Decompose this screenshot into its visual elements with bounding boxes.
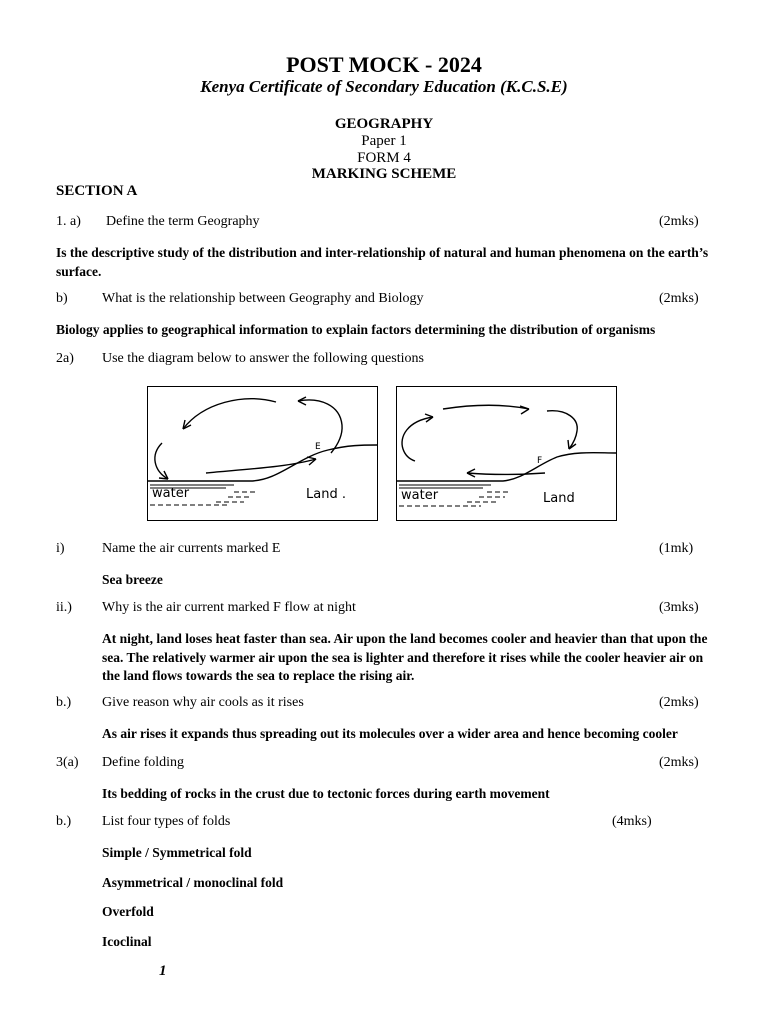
question-number-1a: 1. a) (56, 214, 81, 229)
question-marks-1a: (2mks) (659, 214, 699, 229)
section-heading: SECTION A (56, 183, 138, 199)
question-number-2b: b.) (56, 695, 72, 710)
question-number-3b: b.) (56, 814, 72, 829)
document-subtitle: Kenya Certificate of Secondary Education (K.C.S.E) (200, 77, 568, 96)
question-text-2ii: Why is the air current marked F flow at night (102, 600, 356, 615)
question-text-3a: Define folding (102, 755, 185, 770)
fold-type-item: Icoclinal (102, 934, 152, 949)
marking-scheme-heading: MARKING SCHEME (311, 166, 457, 182)
question-text-1a: Define the term Geography (106, 214, 260, 229)
answer-3a: Its bedding of rocks in the crust due to tectonic forces during earth movement (102, 786, 550, 801)
water-label-left: water (152, 486, 190, 501)
question-number-2a: 2a) (56, 351, 74, 366)
land-breeze-drawing (397, 387, 616, 520)
document-title: POST MOCK - 2024 (286, 52, 482, 77)
sea-breeze-drawing (148, 387, 377, 520)
question-number-1b: b) (56, 291, 68, 306)
question-marks-2ii: (3mks) (659, 600, 699, 615)
question-text-3b: List four types of folds (102, 814, 231, 829)
fold-type-item: Asymmetrical / monoclinal fold (102, 875, 284, 890)
land-breeze-diagram (396, 386, 617, 521)
sea-breeze-diagram (147, 386, 378, 521)
answer-2b: As air rises it expands thus spreading out its molecules over a wider area and hence becoming cooler (102, 726, 678, 741)
answer-2ii: At night, land loses heat faster than sea. Air upon the land becomes cooler and heavier than that upon the sea. The relatively warmer air upon the sea is lighter and therefore it rises while the cooler heavier air on the land flows towards the sea to replace the rising air. (102, 631, 708, 683)
question-marks-3b: (4mks) (612, 814, 652, 829)
answer-1b: Biology applies to geographical information to explain factors determining the distribution of organisms (56, 322, 656, 337)
question-text-1b: What is the relationship between Geography and Biology (102, 291, 424, 306)
question-marks-3a: (2mks) (659, 755, 699, 770)
water-label-right: water (401, 488, 439, 503)
question-marks-1b: (2mks) (659, 291, 699, 306)
question-text-2i: Name the air currents marked E (102, 541, 281, 556)
label-f: F (537, 456, 543, 466)
subject-heading: GEOGRAPHY (334, 116, 434, 132)
answer-2i: Sea breeze (102, 572, 163, 587)
question-number-3a: 3(a) (56, 755, 79, 770)
fold-type-item: Simple / Symmetrical fold (102, 845, 252, 860)
question-marks-2i: (1mk) (659, 541, 694, 556)
question-number-2ii: ii.) (56, 600, 72, 615)
page-number: 1 (159, 963, 167, 979)
question-number-2i: i) (56, 541, 65, 556)
land-label-left: Land . (306, 487, 346, 502)
label-e: E (315, 442, 321, 452)
fold-type-item: Overfold (102, 904, 154, 919)
question-marks-2b: (2mks) (659, 695, 699, 710)
paper-label: Paper 1 (361, 133, 407, 149)
question-text-2a: Use the diagram below to answer the following questions (102, 351, 424, 366)
land-label-right: Land (543, 491, 575, 506)
form-label: FORM 4 (357, 150, 411, 166)
answer-1a: Is the descriptive study of the distribution and inter-relationship of natural and human phenomena on the earth’s surface. (56, 245, 709, 279)
question-text-2b: Give reason why air cools as it rises (102, 695, 304, 710)
